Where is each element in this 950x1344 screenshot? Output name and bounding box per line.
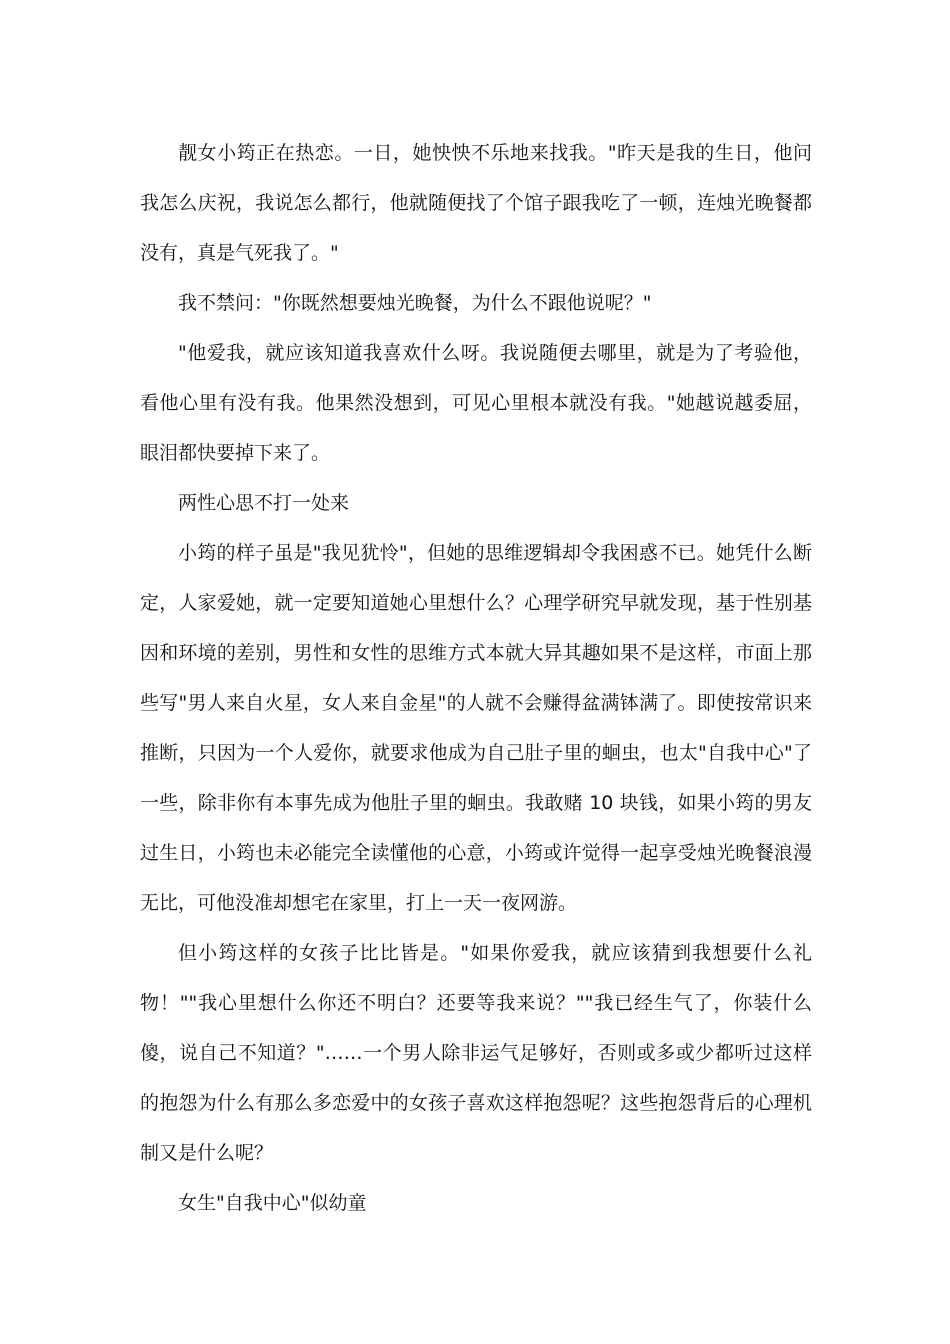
paragraph: "他爱我，就应该知道我喜欢什么呀。我说随便去哪里，就是为了考验他，看他心里有没有我。他果然没想到，可见心里根本就没有我。"她越说越委屈，眼泪都快要掉下来了。 (140, 342, 812, 464)
paragraph: 靓女小筠正在热恋。一日，她怏怏不乐地来找我。"昨天是我的生日，他问我怎么庆祝，我说怎么都行，他就随便找了个馆子跟我吃了一顿，连烛光晚餐都没有，真是气死我了。" (140, 142, 812, 264)
paragraph: 我不禁问："你既然想要烛光晚餐，为什么不跟他说呢？" (178, 292, 652, 314)
paragraph: 但小筠这样的女孩子比比皆是。"如果你爱我，就应该猜到我想要什么礼物！""我心里想什么你还不明白？还要等我来说？""我已经生气了，你装什么傻，说自己不知道？"……一个男人除非运气足够好，否则或多或少都听过这样的抱怨为什么有那么多恋爱中的女孩子喜欢这样抱怨呢？这些抱怨背后的心理机制又是什么呢？ (140, 942, 812, 1164)
section-heading: 女生"自我中心"似幼童 (178, 1192, 367, 1214)
paragraph: 小筠的样子虽是"我见犹怜"，但她的思维逻辑却令我困惑不已。她凭什么断定，人家爱她，就一定要知道她心里想什么？心理学研究早就发现，基于性别基因和环境的差别，男性和女性的思维方式本就大异其趣如果不是这样，市面上那些写"男人来自火星，女人来自金星"的人就不会赚得盆满钵满了。即使按常识来推断，只因为一个人爱你，就要求他成为自己肚子里的蛔虫，也太"自我中心"了一些，除非你有本事先成为他肚子里的蛔虫。我敢赌 10 块钱，如果小筠的男友过生日，小筠也未必能完全读懂他的心意，小筠或许觉得一起享受烛光晚餐浪漫无比，可他没准却想宅在家里，打上一天一夜网游。 (140, 542, 812, 914)
section-heading: 两性心思不打一处来 (178, 492, 350, 514)
article-body (140, 128, 812, 1228)
